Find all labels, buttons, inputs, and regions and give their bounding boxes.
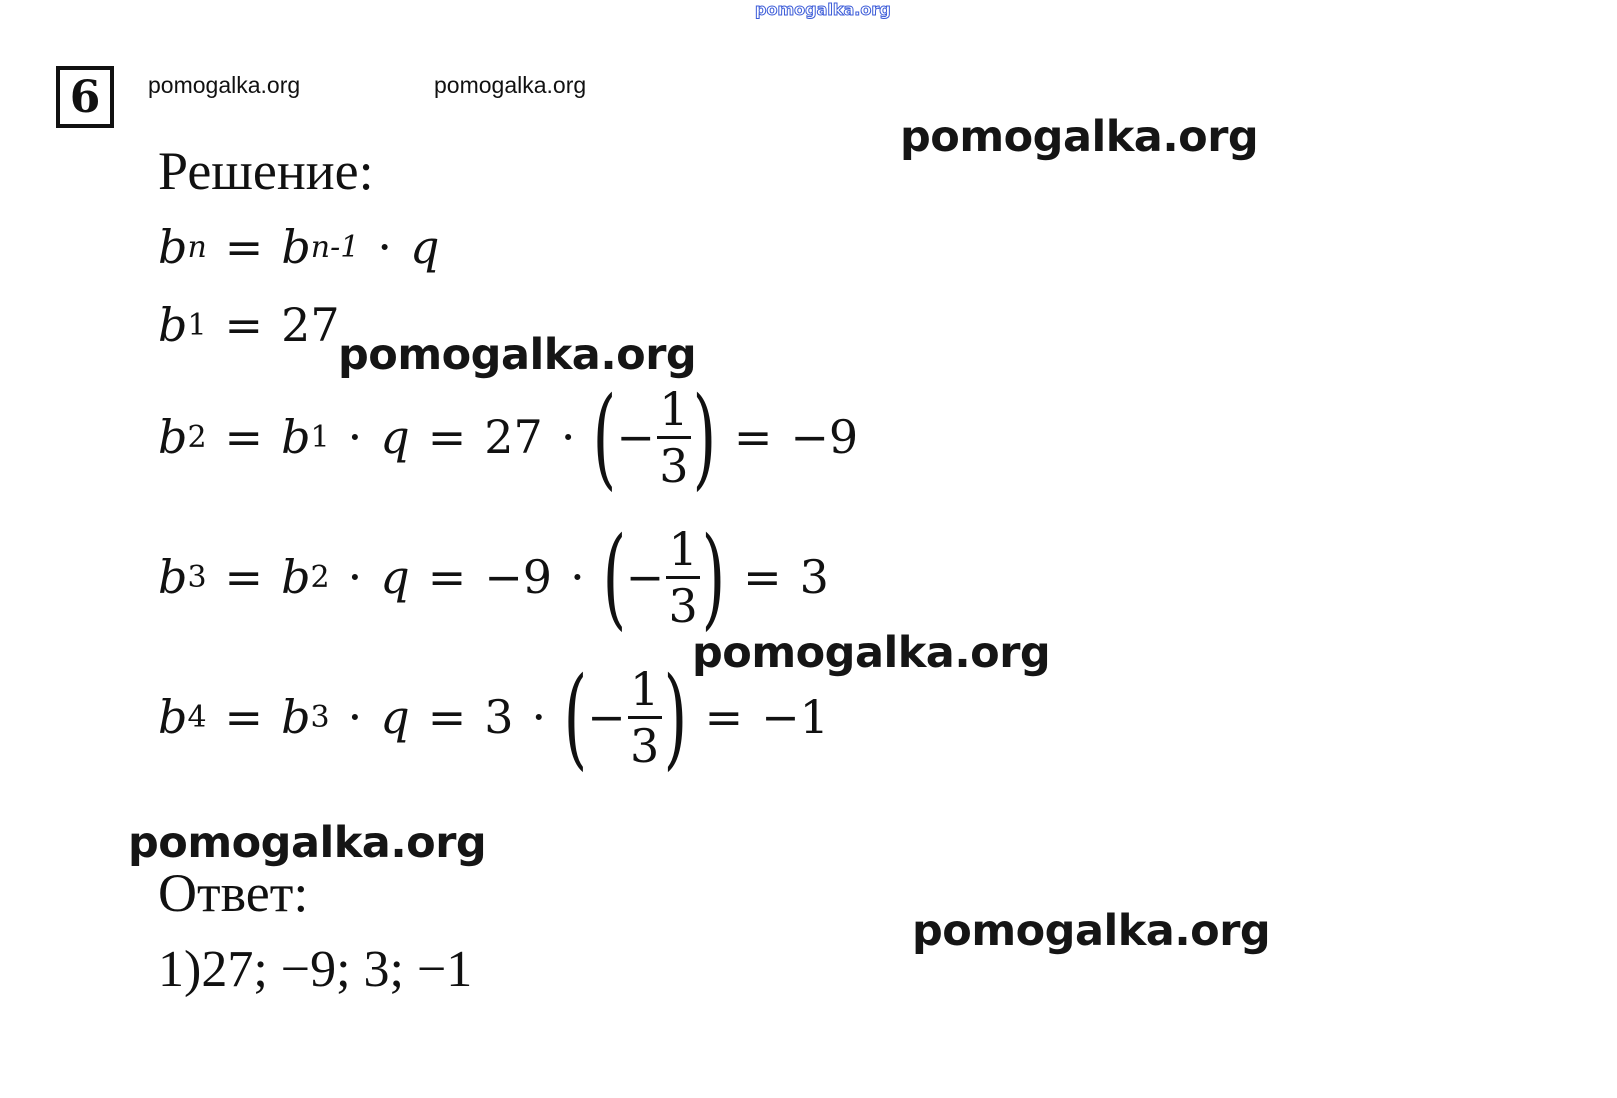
step-b3-line: b 3 = b 2 · q = −9 · ( − $\frac{1}{3}$ ) = 3	[158, 513, 829, 641]
watermark-big-5: pomogalka.org	[912, 906, 1271, 956]
task-number-box: 6	[56, 66, 114, 128]
recurrence-formula: b n = b n-1 · q	[158, 220, 440, 274]
watermark-big-4: pomogalka.org	[128, 818, 487, 868]
step-b4-line: b 4 = b 3 · q = 3 · ( − $\frac{1}{3}$ ) = −1	[158, 653, 829, 781]
answer-heading: Ответ:	[158, 863, 309, 923]
first-term-line: b 1 = 27	[158, 298, 340, 352]
watermark-small-1: pomogalka.org	[148, 72, 301, 98]
watermark-top: pomogalka.org	[755, 0, 891, 19]
step-b2-line: b 2 = b 1 · q = 27 · ( − $\frac{1}{3}$ ) = −9	[158, 373, 859, 501]
watermark-small-2: pomogalka.org	[434, 72, 587, 98]
solution-heading: Решение:	[158, 141, 374, 201]
watermark-big-3: pomogalka.org	[692, 628, 1051, 678]
answer-text: 1)27; −9; 3; −1	[158, 941, 473, 998]
watermark-big-2: pomogalka.org	[338, 330, 697, 380]
watermark-big-1: pomogalka.org	[900, 112, 1259, 162]
